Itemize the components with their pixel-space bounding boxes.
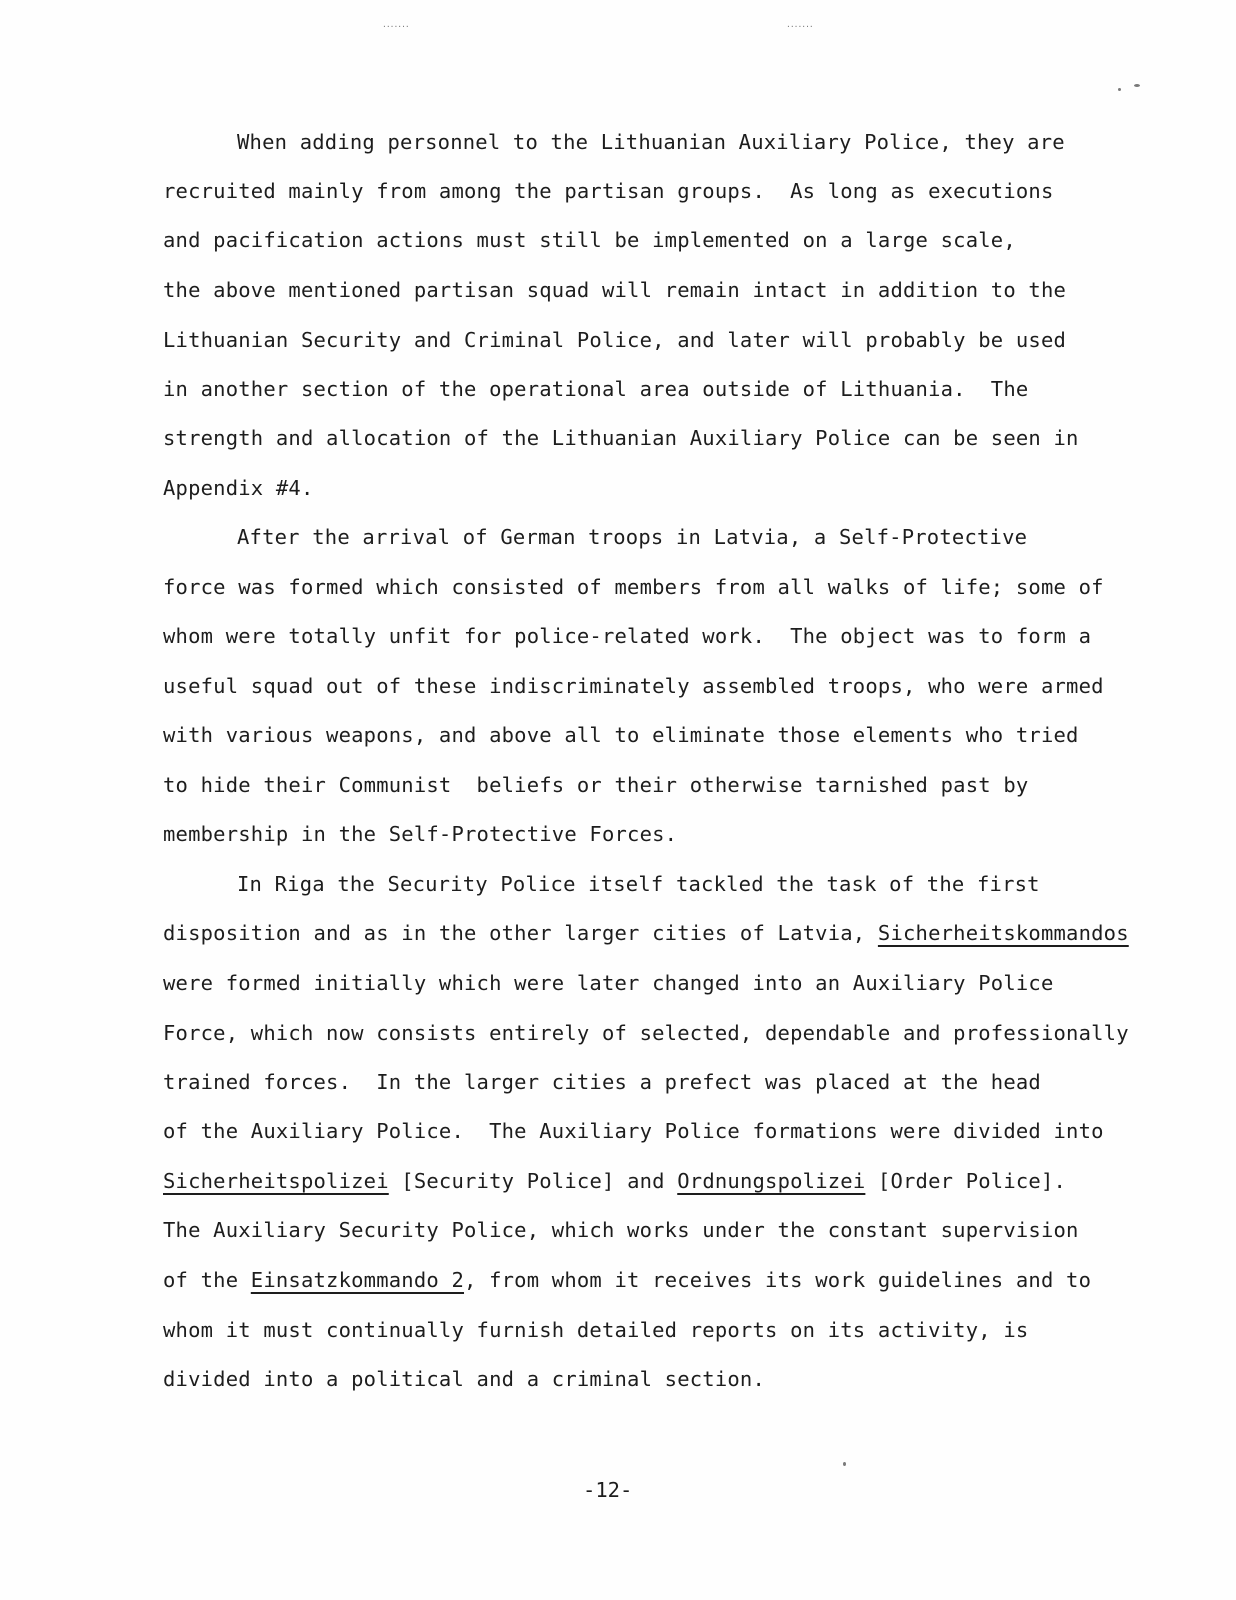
scan-artifact: ....... xyxy=(382,20,409,29)
text-line xyxy=(163,1267,1091,1293)
text-segment: [Security Police] and xyxy=(388,1169,678,1193)
text-line: the above mentioned partisan squad will remain intact in addition to the xyxy=(163,278,1067,302)
text-line: force was formed which consisted of members from all walks of life; some of xyxy=(163,575,1104,599)
scan-artifact xyxy=(1134,84,1140,87)
text-line: Lithuanian Security and Criminal Police, and later will probably be used xyxy=(163,328,1067,352)
text-line: to hide their Communist beliefs or their otherwise tarnished past by xyxy=(163,773,1029,797)
text-line: membership in the Self-Protective Forces. xyxy=(163,822,678,846)
text-line: were formed initially which were later changed into an Auxiliary Police xyxy=(163,971,1054,995)
scan-artifact: ....... xyxy=(786,20,813,29)
text-line: recruited mainly from among the partisan groups. As long as executions xyxy=(163,179,1054,203)
text-line: In Riga the Security Police itself tackled the task of the first xyxy=(237,872,1040,896)
text-line: of the Auxiliary Police. The Auxiliary Police formations were divided into xyxy=(163,1119,1104,1143)
text-line: trained forces. In the larger cities a prefect was placed at the head xyxy=(163,1070,1041,1094)
underlined-term: Einsatzkommando 2 xyxy=(250,1268,465,1292)
scan-artifact xyxy=(1118,88,1121,91)
scan-artifact xyxy=(843,1462,846,1466)
text-line: divided into a political and a criminal section. xyxy=(163,1367,766,1391)
underlined-term: Ordnungspolizei xyxy=(677,1169,866,1193)
text-line: in another section of the operational area outside of Lithuania. The xyxy=(163,377,1029,401)
text-line: The Auxiliary Security Police, which works under the constant supervision xyxy=(163,1218,1079,1242)
text-line: whom were totally unfit for police-related work. The object was to form a xyxy=(163,624,1092,648)
text-line: useful squad out of these indiscriminately assembled troops, who were armed xyxy=(163,674,1104,698)
underlined-term: Sicherheitspolizei xyxy=(163,1169,389,1193)
text-line: After the arrival of German troops in Latvia, a Self-Protective xyxy=(237,525,1028,549)
text-line: whom it must continually furnish detailed reports on its activity, is xyxy=(163,1318,1029,1342)
text-line: When adding personnel to the Lithuanian Auxiliary Police, they are xyxy=(237,130,1065,154)
text-line: Appendix #4. xyxy=(163,476,314,500)
text-segment: of the xyxy=(163,1268,251,1292)
text-line: Force, which now consists entirely of selected, dependable and professionally xyxy=(163,1021,1129,1045)
text-line xyxy=(163,1168,1066,1194)
text-line: and pacification actions must still be implemented on a large scale, xyxy=(163,228,1016,252)
text-segment: disposition and as in the other larger cities of Latvia, xyxy=(163,921,878,945)
underlined-term: Sicherheitskommandos xyxy=(877,921,1129,945)
text-line: with various weapons, and above all to eliminate those elements who tried xyxy=(163,723,1079,747)
text-segment: [Order Police]. xyxy=(865,1169,1067,1193)
text-segment: , from whom it receives its work guidelines and to xyxy=(464,1268,1092,1292)
text-line xyxy=(163,920,1129,946)
page-number: -12- xyxy=(583,1478,633,1502)
text-line: strength and allocation of the Lithuanian Auxiliary Police can be seen in xyxy=(163,426,1079,450)
